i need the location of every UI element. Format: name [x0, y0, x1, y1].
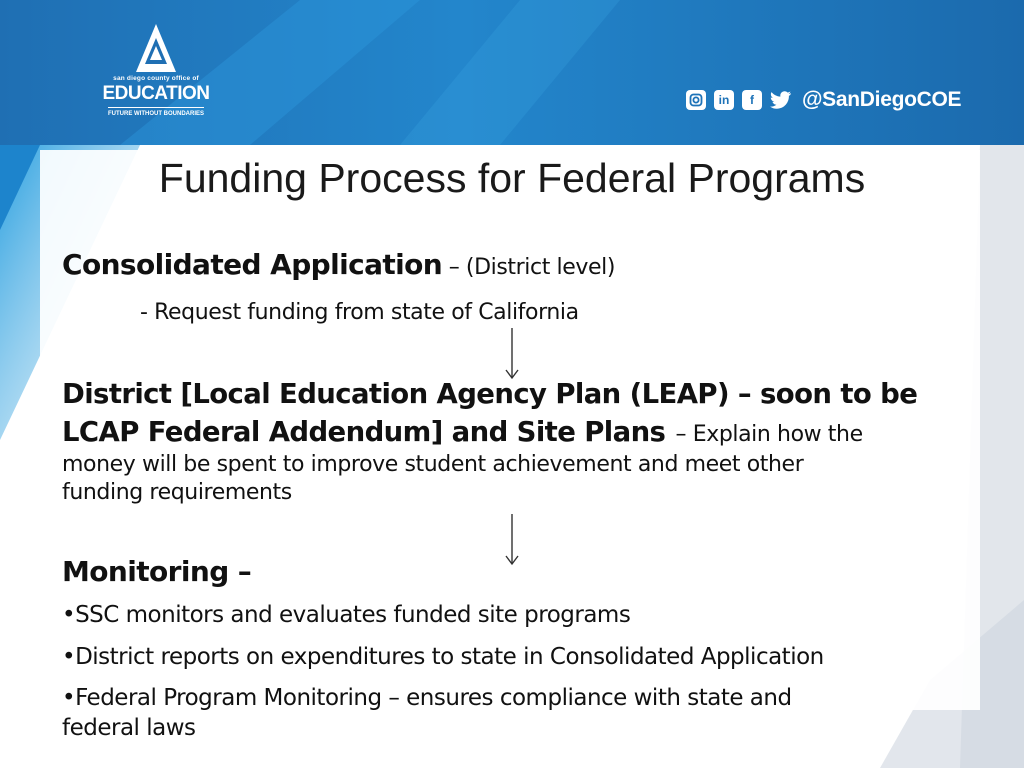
monitoring-bullet: •Federal Program Monitoring – ensures compliance with state and [62, 685, 792, 711]
down-arrow-icon [502, 328, 522, 380]
monitoring-bullet-continuation: federal laws [62, 715, 196, 741]
district-body-line4: funding requirements [62, 480, 292, 505]
logo-org-small: san diego county office of [113, 75, 199, 82]
twitter-icon[interactable] [770, 90, 792, 110]
instagram-icon[interactable] [686, 90, 706, 110]
consolidated-suffix: – (District level) [442, 255, 616, 280]
district-suffix: – Explain how the [675, 422, 863, 447]
district-body-line3: money will be spent to improve student achievement and meet other [62, 452, 804, 477]
consolidated-line [62, 248, 615, 281]
social-handle[interactable]: @SanDiegoCOE [802, 88, 962, 111]
logo-org-main: EDUCATION [102, 82, 210, 104]
monitoring-heading: Monitoring – [62, 555, 252, 588]
down-arrow-icon [502, 514, 522, 566]
monitoring-bullet: •District reports on expenditures to state in Consolidated Application [62, 644, 824, 670]
district-line2 [62, 416, 863, 448]
social-links [686, 86, 961, 114]
sdcoe-logo [100, 24, 212, 134]
monitoring-bullet: •SSC monitors and evaluates funded site programs [62, 602, 631, 628]
triangle-logo-icon [136, 24, 176, 72]
district-heading-line1: District [Local Education Agency Plan (LEAP) – soon to be [62, 378, 918, 410]
consolidated-sub: - Request funding from state of California [140, 300, 579, 325]
district-heading-line2: LCAP Federal Addendum] and Site Plans [62, 416, 666, 448]
consolidated-heading: Consolidated Application [62, 248, 443, 281]
facebook-icon[interactable]: f [742, 90, 762, 110]
linkedin-icon[interactable]: in [714, 90, 734, 110]
logo-tagline: FUTURE WITHOUT BOUNDARIES [108, 107, 204, 117]
slide-title: Funding Process for Federal Programs [158, 155, 866, 201]
